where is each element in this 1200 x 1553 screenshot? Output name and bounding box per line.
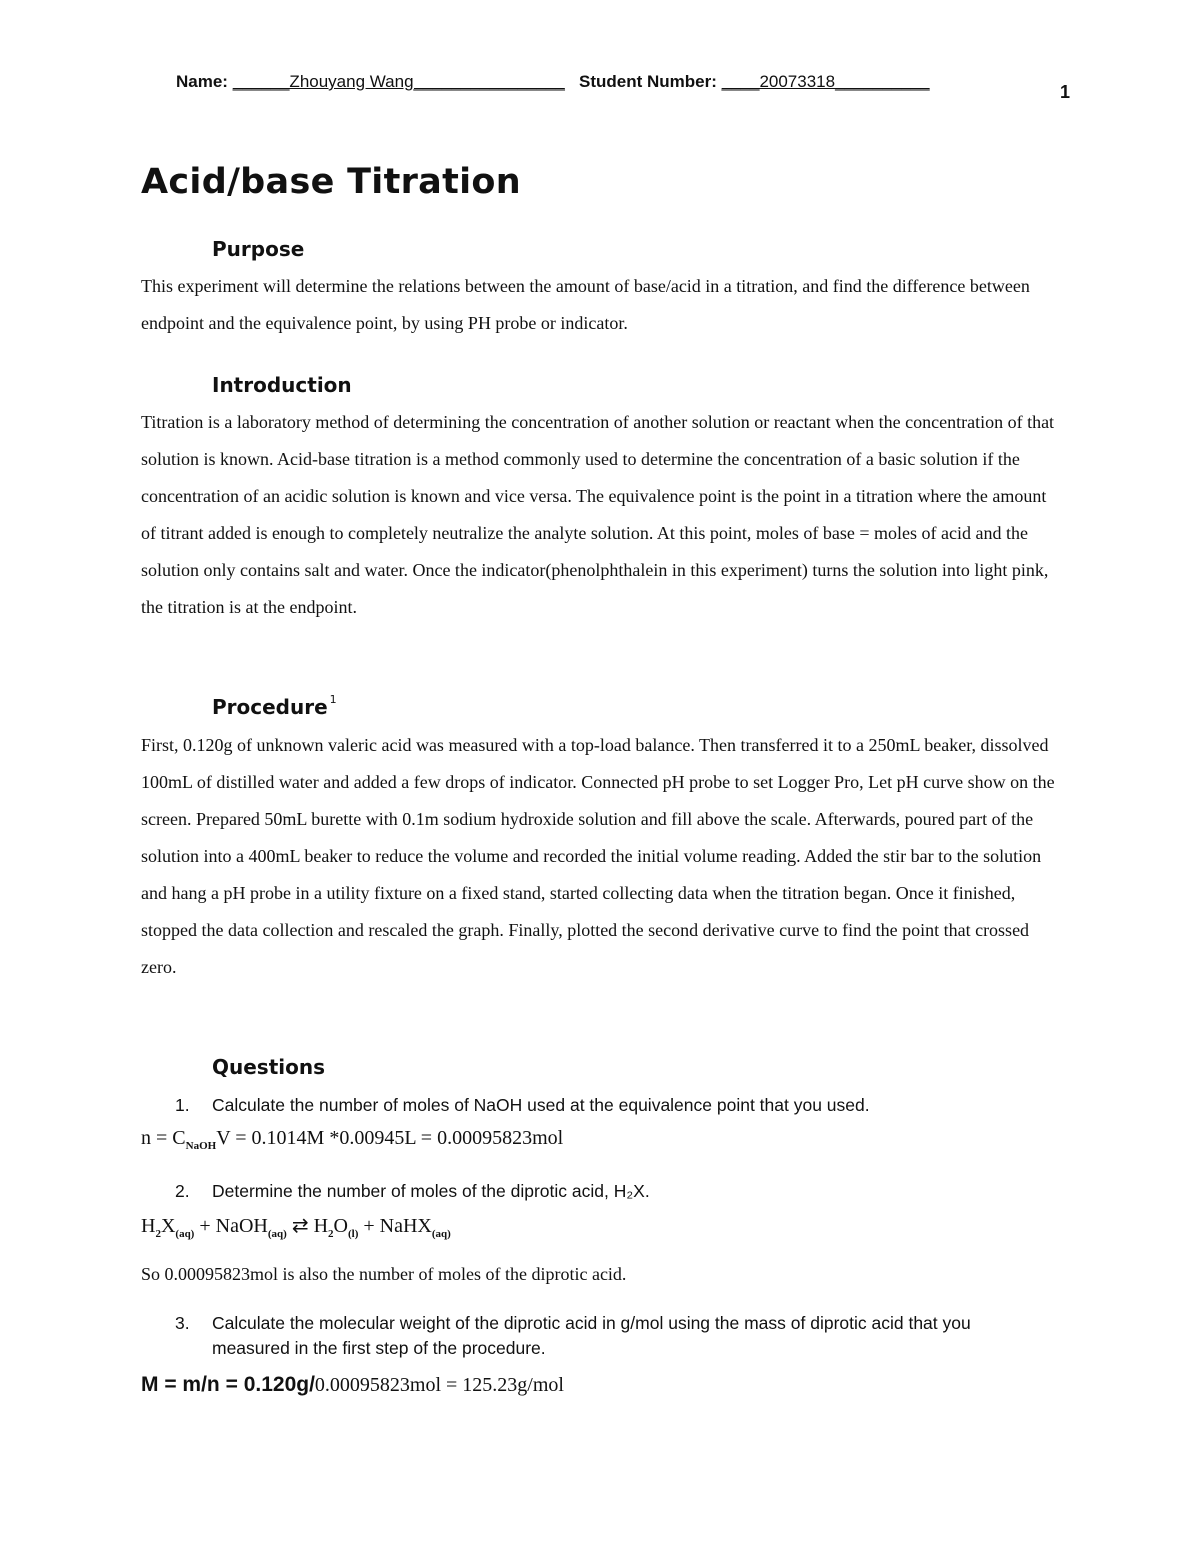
answer-3	[141, 1373, 564, 1397]
eq-part: O	[333, 1215, 348, 1237]
purpose-text: This experiment will determine the relations between the amount of base/acid in a titration, and find the difference between endpoint and the equivalence point, by using PH probe or indicator.	[141, 276, 1030, 333]
eq-part: + NaOH	[194, 1215, 268, 1237]
student-number-label: Student Number:	[579, 72, 717, 91]
eq-sub: (aq)	[431, 1228, 451, 1240]
procedure-text: First, 0.120g of unknown valeric acid was measured with a top-load balance. Then transferred it to a 250mL beaker, dissolved 100mL of distilled water and added a few drops of indicator. Connected pH probe to set Logger Pro, Let pH curve show on the screen. Prepared 50mL burette with 0.1m sodium hydroxide solution and fill above the scale. Afterwards, poured part of the solution into a 400mL beaker to reduce the volume and recorded the initial volume reading. Added the stir bar to the solution and hang a pH probe in a utility fixture on a fixed stand, started collecting data when the titration began. Once it finished, stopped the data collection and rescaled the graph. Finally, plotted the second derivative curve to find the point that crossed zero.	[141, 735, 1055, 977]
question-3	[175, 1311, 1055, 1361]
eq-sub: 2	[328, 1228, 334, 1240]
eq-part: ⇄ H	[286, 1215, 329, 1237]
answer-2-text: So 0.00095823mol is also the number of moles of the diprotic acid.	[141, 1264, 627, 1284]
page-number: 1	[1060, 82, 1071, 102]
answer-2	[141, 1263, 626, 1286]
answer-1	[141, 1127, 563, 1152]
eq-sub: 2	[155, 1228, 161, 1240]
header-line	[176, 72, 930, 92]
questions-heading: Questions	[212, 1055, 326, 1079]
answer-1-suffix: V = 0.1014M *0.00945L = 0.00095823mol	[216, 1127, 564, 1149]
document-title: Acid/base Titration	[141, 162, 521, 202]
answer-1-prefix: n = C	[141, 1127, 186, 1149]
question-3-number: 3.	[175, 1313, 190, 1333]
equation-2	[141, 1213, 451, 1240]
question-3-text: Calculate the molecular weight of the diprotic acid in g/mol using the mass of diprotic acid that you measured in the first step of the procedure.	[212, 1313, 971, 1358]
question-1	[175, 1093, 1055, 1118]
question-2	[175, 1179, 1055, 1204]
answer-1-subscript: NaOH	[185, 1140, 217, 1152]
eq-sub: (aq)	[175, 1228, 195, 1240]
eq-part: + NaHX	[358, 1215, 432, 1237]
eq-part: H	[141, 1215, 156, 1237]
name-value: ______Zhouyang Wang________________	[232, 72, 565, 91]
answer-3-rest: 0.00095823mol = 125.23g/mol	[314, 1374, 564, 1396]
introduction-text: Titration is a laboratory method of determining the concentration of another solution or reactant when the concentration of that solution is known. Acid-base titration is a method commonly used to determine the concentration of a basic solution if the concentration of an acidic solution is known and vice versa. The equivalence point is the point in a titration where the amount of titrant added is enough to completely neutralize the analyte solution. At this point, moles of base = moles of acid and the solution only contains salt and water. Once the indicator(phenolphthalein in this experiment) turns the solution into light pink, the titration is at the endpoint.	[141, 412, 1055, 617]
introduction-heading: Introduction	[212, 373, 352, 397]
purpose-heading: Purpose	[212, 237, 305, 261]
question-2-text: Determine the number of moles of the diprotic acid, H₂X.	[212, 1181, 650, 1201]
name-label: Name:	[176, 72, 228, 91]
answer-3-bold: M = m/n = 0.120g/	[141, 1373, 315, 1396]
footnote-mark: 1	[329, 693, 337, 706]
question-2-number: 2.	[175, 1181, 190, 1201]
eq-sub: (aq)	[267, 1228, 287, 1240]
eq-part: X	[160, 1215, 176, 1237]
eq-sub: (l)	[347, 1228, 359, 1240]
question-1-number: 1.	[175, 1095, 190, 1115]
question-1-text: Calculate the number of moles of NaOH used at the equivalence point that you used.	[212, 1095, 870, 1115]
procedure-heading-text: Procedure	[212, 695, 328, 719]
procedure-heading	[212, 695, 337, 719]
student-number-value: ____20073318__________	[721, 72, 930, 91]
